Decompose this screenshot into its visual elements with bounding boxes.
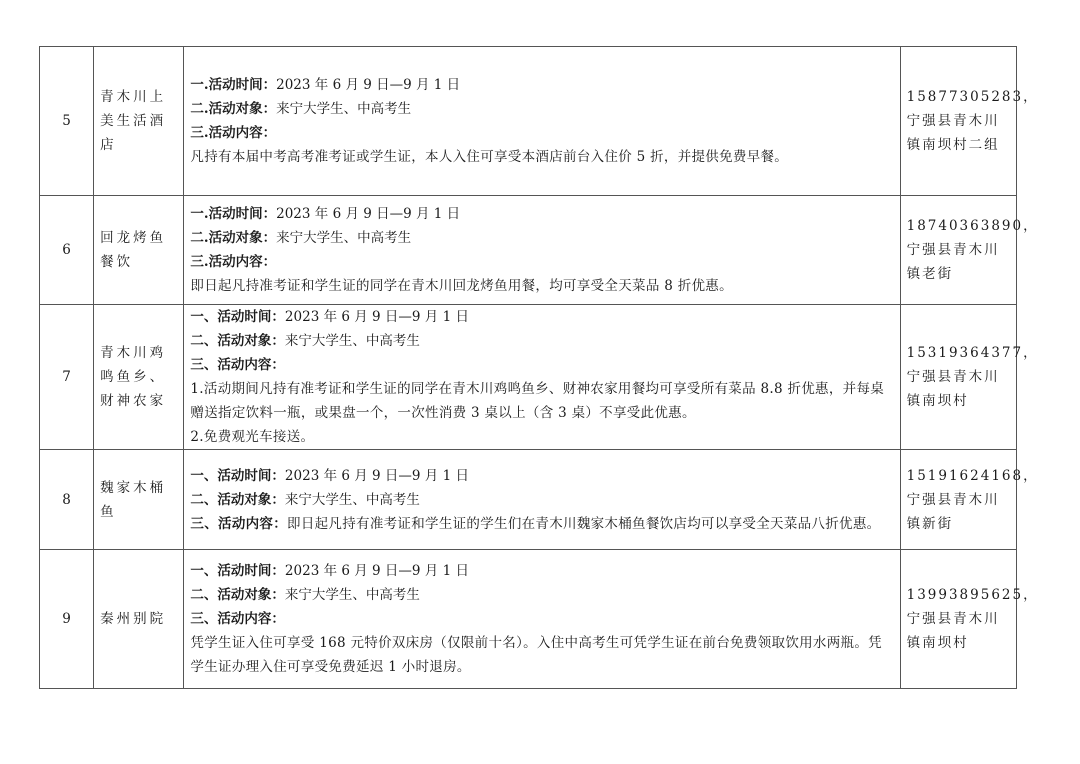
address-line: 镇老街 [906,266,954,282]
address-line: 宁强县青木川 [906,491,1000,508]
table-row [40,450,1017,550]
phone-number: 15191624168， [906,467,1039,484]
activity-time: 一.活动时间：2023 年 6 月 9 日—9 月 1 日 [190,206,461,222]
merchant-name-text: 魏家木桶鱼 [100,479,167,520]
merchant-name-text: 青木川鸡鸣鱼乡、财神农家 [100,345,167,409]
row-number: 6 [40,196,94,305]
activity-content-label: 三、活动内容： [190,611,285,627]
activity-content [184,450,900,550]
address-line: 宁强县青木川 [906,369,1000,385]
address-line: 宁强县青木川 [906,611,1000,627]
activity-target: 二、活动对象：来宁大学生、中高考生 [190,587,420,603]
activity-description: 2.免费观光车接送。 [190,429,315,445]
merchant-name [94,196,184,305]
activity-description: 凭学生证入住可享受 168 元特价双床房（仅限前十名）。入住中高考生可凭学生证在前台免费领取饮用水两瓶。凭学生证办理入住可享受免费延迟 1 小时退房。 [190,635,882,675]
row-number: 5 [40,47,94,196]
table-row [40,47,1017,196]
activity-target: 二、活动对象：来宁大学生、中高考生 [190,491,420,508]
activity-content-inline: 三、活动内容：即日起凡持有准考证和学生证的学生们在青木川魏家木桶鱼餐饮店均可以享受全天菜品八折优惠。 [190,515,881,532]
activity-content-label: 三.活动内容： [190,125,277,141]
activity-target: 二.活动对象：来宁大学生、中高考生 [190,101,412,117]
activity-content [184,550,900,689]
activity-table [39,46,1039,689]
activity-content-label: 三.活动内容： [190,254,277,270]
activity-time: 一、活动时间：2023 年 6 月 9 日—9 月 1 日 [190,309,469,325]
activity-description: 凡持有本届中考高考准考证或学生证，本人入住可享受本酒店前台入住价 5 折，并提供免费早餐。 [190,149,789,165]
contact-info [900,196,1039,305]
activity-time: 一、活动时间：2023 年 6 月 9 日—9 月 1 日 [190,467,469,484]
phone-number: 15877305283， [906,89,1039,105]
row-number: 8 [40,450,94,550]
merchant-name-text: 回龙烤鱼餐饮 [100,230,167,270]
table-row [40,305,1017,450]
activity-content [184,47,900,196]
row-number: 9 [40,550,94,689]
merchant-name-text: 青木川上美生活酒店 [100,89,167,153]
address-line: 镇南坝村 [906,635,969,651]
contact-info [900,550,1039,689]
merchant-name [94,305,184,450]
activity-content-label: 三、活动内容： [190,357,285,373]
phone-number: 18740363890， [906,218,1039,234]
activity-content [184,305,900,450]
merchant-name-text: 秦州别院 [100,611,167,627]
activity-description: 1.活动期间凡持有准考证和学生证的同学在青木川鸡鸣鱼乡、财神农家用餐均可享受所有菜品 8.8 折优惠，并每桌赠送指定饮料一瓶，或果盘一个，一次性消费 3 桌以上（含 3 桌）不享受此优惠。 [190,381,885,421]
activity-target: 二、活动对象：来宁大学生、中高考生 [190,333,420,349]
table-row [40,550,1017,689]
activity-content [184,196,900,305]
merchant-name [94,550,184,689]
address-line: 镇南坝村二组 [906,137,1000,153]
address-line: 镇新街 [906,515,954,532]
activity-time: 一.活动时间：2023 年 6 月 9 日—9 月 1 日 [190,77,461,93]
activity-target: 二.活动对象：来宁大学生、中高考生 [190,230,412,246]
phone-number: 13993895625， [906,587,1039,603]
contact-info [900,450,1039,550]
row-number: 7 [40,305,94,450]
merchant-name [94,450,184,550]
activity-time: 一、活动时间：2023 年 6 月 9 日—9 月 1 日 [190,563,469,579]
merchant-name [94,47,184,196]
contact-info [900,305,1039,450]
address-line: 宁强县青木川 [906,242,1000,258]
phone-number: 15319364377， [906,345,1039,361]
contact-info [900,47,1039,196]
address-line: 宁强县青木川 [906,113,1000,129]
activity-description: 即日起凡持准考证和学生证的同学在青木川回龙烤鱼用餐，均可享受全天菜品 8 折优惠。 [190,278,733,294]
address-line: 镇南坝村 [906,393,969,409]
table-row [40,196,1017,305]
